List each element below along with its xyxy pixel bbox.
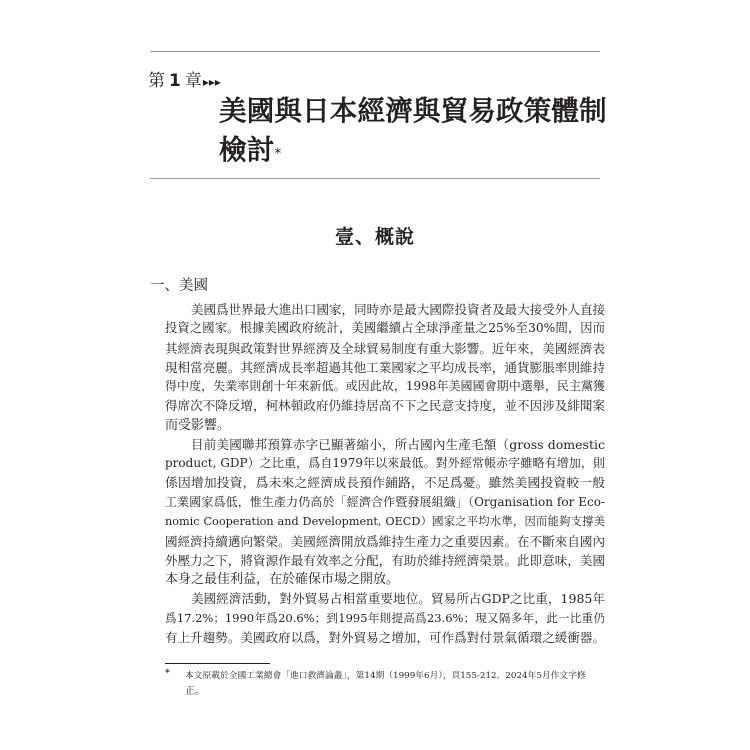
body-line: 投資之國家。根據美國政府統計，美國繼續占全球淨產量之25%至30%間，因而 xyxy=(165,321,605,336)
chapter-label xyxy=(148,66,221,91)
body-line: 現相當亮麗。其經濟成長率超過其他工業國家之平均成長率，通貨膨脹率則維持 xyxy=(165,359,605,375)
body-line: product, GDP）之比重，爲自1979年以來最低。對外經常帳赤字雖略有增加，則 xyxy=(165,456,605,471)
body-line: 而受影響。 xyxy=(165,417,231,433)
footnote-rule xyxy=(165,663,270,664)
footnote-mark: * xyxy=(165,668,170,679)
chapter-prefix: 第 xyxy=(148,71,166,91)
body-line: 係因增加投資，爲未來之經濟成長預作鋪路，不足爲憂。雖然美國投資較一般 xyxy=(165,475,605,491)
body-line: 得中度，失業率則創十年來新低。或因此故，1998年美國國會期中選舉，民主黨獲 xyxy=(165,379,605,394)
chapter-title-line-1: 美國與日本經濟與貿易政策體制 xyxy=(219,95,607,127)
footnote xyxy=(165,668,595,700)
chapter-title-line-2 xyxy=(219,131,609,170)
footnote-line-1: 本文原載於全國工業總會「進口救濟論叢」，第14期（1999年6月），頁155-212。2024年5月作文字修 xyxy=(185,671,586,681)
footnote-line-2: 正。 xyxy=(185,686,205,697)
body-line: 得席次不降反增，柯林頓政府仍維持居高不下之民意支持度，並不因涉及緋聞案 xyxy=(165,398,605,414)
body-line: 外壓力之下，將資源作最有效率之分配，有助於維持經濟榮景。此即意味，美國 xyxy=(165,552,605,568)
body-line: 有上升趨勢。美國政府以爲，對外貿易之增加，可作爲對付景氣循環之緩衝器。 xyxy=(165,630,605,646)
title-rule xyxy=(150,178,600,179)
body-text xyxy=(165,300,605,647)
body-line: 國經濟持續邁向繁榮。美國經濟開放爲維持生產力之重要因素。在不斷來自國內 xyxy=(165,533,605,549)
section-heading: 壹、概說 xyxy=(334,226,415,248)
chapter-suffix: 章 xyxy=(184,71,203,91)
body-line: 美國經濟活動，對外貿易占相當重要地位。貿易所占GDP之比重，1985年 xyxy=(191,591,605,607)
header-rule xyxy=(150,51,600,52)
footnote-marker: * xyxy=(274,146,282,162)
body-line: 爲17.2%；1990年爲20.6%；到1995年則提高爲23.6%；現又隔多年，此一比重仍 xyxy=(165,610,605,625)
body-line: 其經濟表現與政策對世界經濟及全球貿易制度有重大影響。近年來，美國經濟表 xyxy=(165,340,605,356)
chapter-title-line-2-text: 檢討 xyxy=(219,134,275,166)
chapter-number: 1 xyxy=(169,71,182,91)
body-line: nomic Cooperation and Development, OECD）國家之平均水準，因而能夠支撐美 xyxy=(165,515,605,529)
body-line: 目前美國聯邦預算赤字已顯著縮小，所占國內生產毛額（gross domestic xyxy=(191,437,605,453)
body-line: 美國爲世界最大進出口國家，同時亦是最大國際投資者及最大接受外人直接 xyxy=(191,302,605,317)
body-line: 本身之最佳利益，在於確保市場之開放。 xyxy=(165,572,400,588)
subsection-heading: 一、美國 xyxy=(150,278,208,294)
chapter-arrows-icon: ▸▸▸ xyxy=(202,75,221,89)
chapter-title xyxy=(219,92,609,170)
body-line: 工業國家爲低，惟生產力仍高於「經濟合作暨發展組織」（Organisation for Eco- xyxy=(165,494,605,509)
